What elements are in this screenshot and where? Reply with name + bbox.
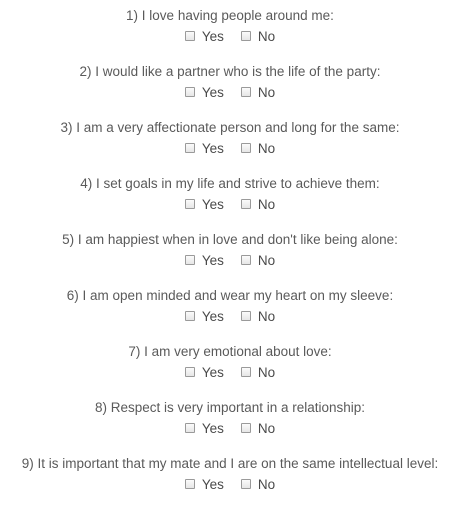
no-checkbox[interactable] xyxy=(241,479,251,489)
no-label: No xyxy=(257,308,276,324)
yes-label: Yes xyxy=(201,476,224,492)
question-3 xyxy=(0,119,460,175)
yes-option[interactable] xyxy=(185,477,224,492)
question-8 xyxy=(0,399,460,455)
no-option[interactable] xyxy=(241,85,275,100)
no-option[interactable] xyxy=(241,477,275,492)
question-6 xyxy=(0,287,460,343)
question-text: 9) It is important that my mate and I are on the same intellectual level: xyxy=(21,456,439,471)
question-7 xyxy=(0,343,460,399)
question-9 xyxy=(0,455,460,511)
yes-option[interactable] xyxy=(185,197,224,212)
yes-option[interactable] xyxy=(185,141,224,156)
question-2 xyxy=(0,63,460,119)
no-option[interactable] xyxy=(241,421,275,436)
answer-options xyxy=(0,82,460,102)
yes-label: Yes xyxy=(201,420,224,436)
yes-option[interactable] xyxy=(185,421,224,436)
yes-checkbox[interactable] xyxy=(185,87,195,97)
no-option[interactable] xyxy=(241,197,275,212)
no-checkbox[interactable] xyxy=(241,143,251,153)
yes-checkbox[interactable] xyxy=(185,143,195,153)
answer-options xyxy=(0,250,460,270)
question-text: 2) I would like a partner who is the life of the party: xyxy=(79,64,381,79)
yes-checkbox[interactable] xyxy=(185,31,195,41)
yes-option[interactable] xyxy=(185,365,224,380)
no-label: No xyxy=(257,252,276,268)
no-label: No xyxy=(257,476,276,492)
yes-checkbox[interactable] xyxy=(185,479,195,489)
no-checkbox[interactable] xyxy=(241,31,251,41)
yes-label: Yes xyxy=(201,252,224,268)
yes-checkbox[interactable] xyxy=(185,367,195,377)
yes-option[interactable] xyxy=(185,85,224,100)
question-text: 6) I am open minded and wear my heart on my sleeve: xyxy=(66,288,394,303)
answer-options xyxy=(0,418,460,438)
answer-options xyxy=(0,138,460,158)
question-text: 1) I love having people around me: xyxy=(126,8,334,23)
answer-options xyxy=(0,474,460,494)
question-text: 8) Respect is very important in a relationship: xyxy=(94,400,366,415)
no-label: No xyxy=(257,420,276,436)
yes-label: Yes xyxy=(201,84,224,100)
yes-checkbox[interactable] xyxy=(185,311,195,321)
question-text: 7) I am very emotional about love: xyxy=(128,344,332,359)
question-text: 3) I am a very affectionate person and long for the same: xyxy=(60,120,400,135)
no-label: No xyxy=(257,28,276,44)
no-checkbox[interactable] xyxy=(241,87,251,97)
no-option[interactable] xyxy=(241,253,275,268)
yes-checkbox[interactable] xyxy=(185,255,195,265)
answer-options xyxy=(0,194,460,214)
no-checkbox[interactable] xyxy=(241,255,251,265)
yes-label: Yes xyxy=(201,308,224,324)
question-5 xyxy=(0,231,460,287)
no-checkbox[interactable] xyxy=(241,423,251,433)
no-label: No xyxy=(257,84,276,100)
no-option[interactable] xyxy=(241,365,275,380)
yes-label: Yes xyxy=(201,196,224,212)
no-checkbox[interactable] xyxy=(241,367,251,377)
yes-option[interactable] xyxy=(185,309,224,324)
yes-checkbox[interactable] xyxy=(185,199,195,209)
no-option[interactable] xyxy=(241,309,275,324)
no-label: No xyxy=(257,364,276,380)
question-text: 4) I set goals in my life and strive to achieve them: xyxy=(80,176,380,191)
question-4 xyxy=(0,175,460,231)
no-label: No xyxy=(257,196,276,212)
yes-option[interactable] xyxy=(185,29,224,44)
no-checkbox[interactable] xyxy=(241,311,251,321)
yes-option[interactable] xyxy=(185,253,224,268)
answer-options xyxy=(0,362,460,382)
yes-label: Yes xyxy=(201,140,224,156)
answer-options xyxy=(0,306,460,326)
no-label: No xyxy=(257,140,276,156)
yes-label: Yes xyxy=(201,364,224,380)
question-1 xyxy=(0,7,460,63)
answer-options xyxy=(0,26,460,46)
question-text: 5) I am happiest when in love and don't like being alone: xyxy=(62,232,398,247)
yes-checkbox[interactable] xyxy=(185,423,195,433)
no-option[interactable] xyxy=(241,141,275,156)
yes-label: Yes xyxy=(201,28,224,44)
no-option[interactable] xyxy=(241,29,275,44)
no-checkbox[interactable] xyxy=(241,199,251,209)
